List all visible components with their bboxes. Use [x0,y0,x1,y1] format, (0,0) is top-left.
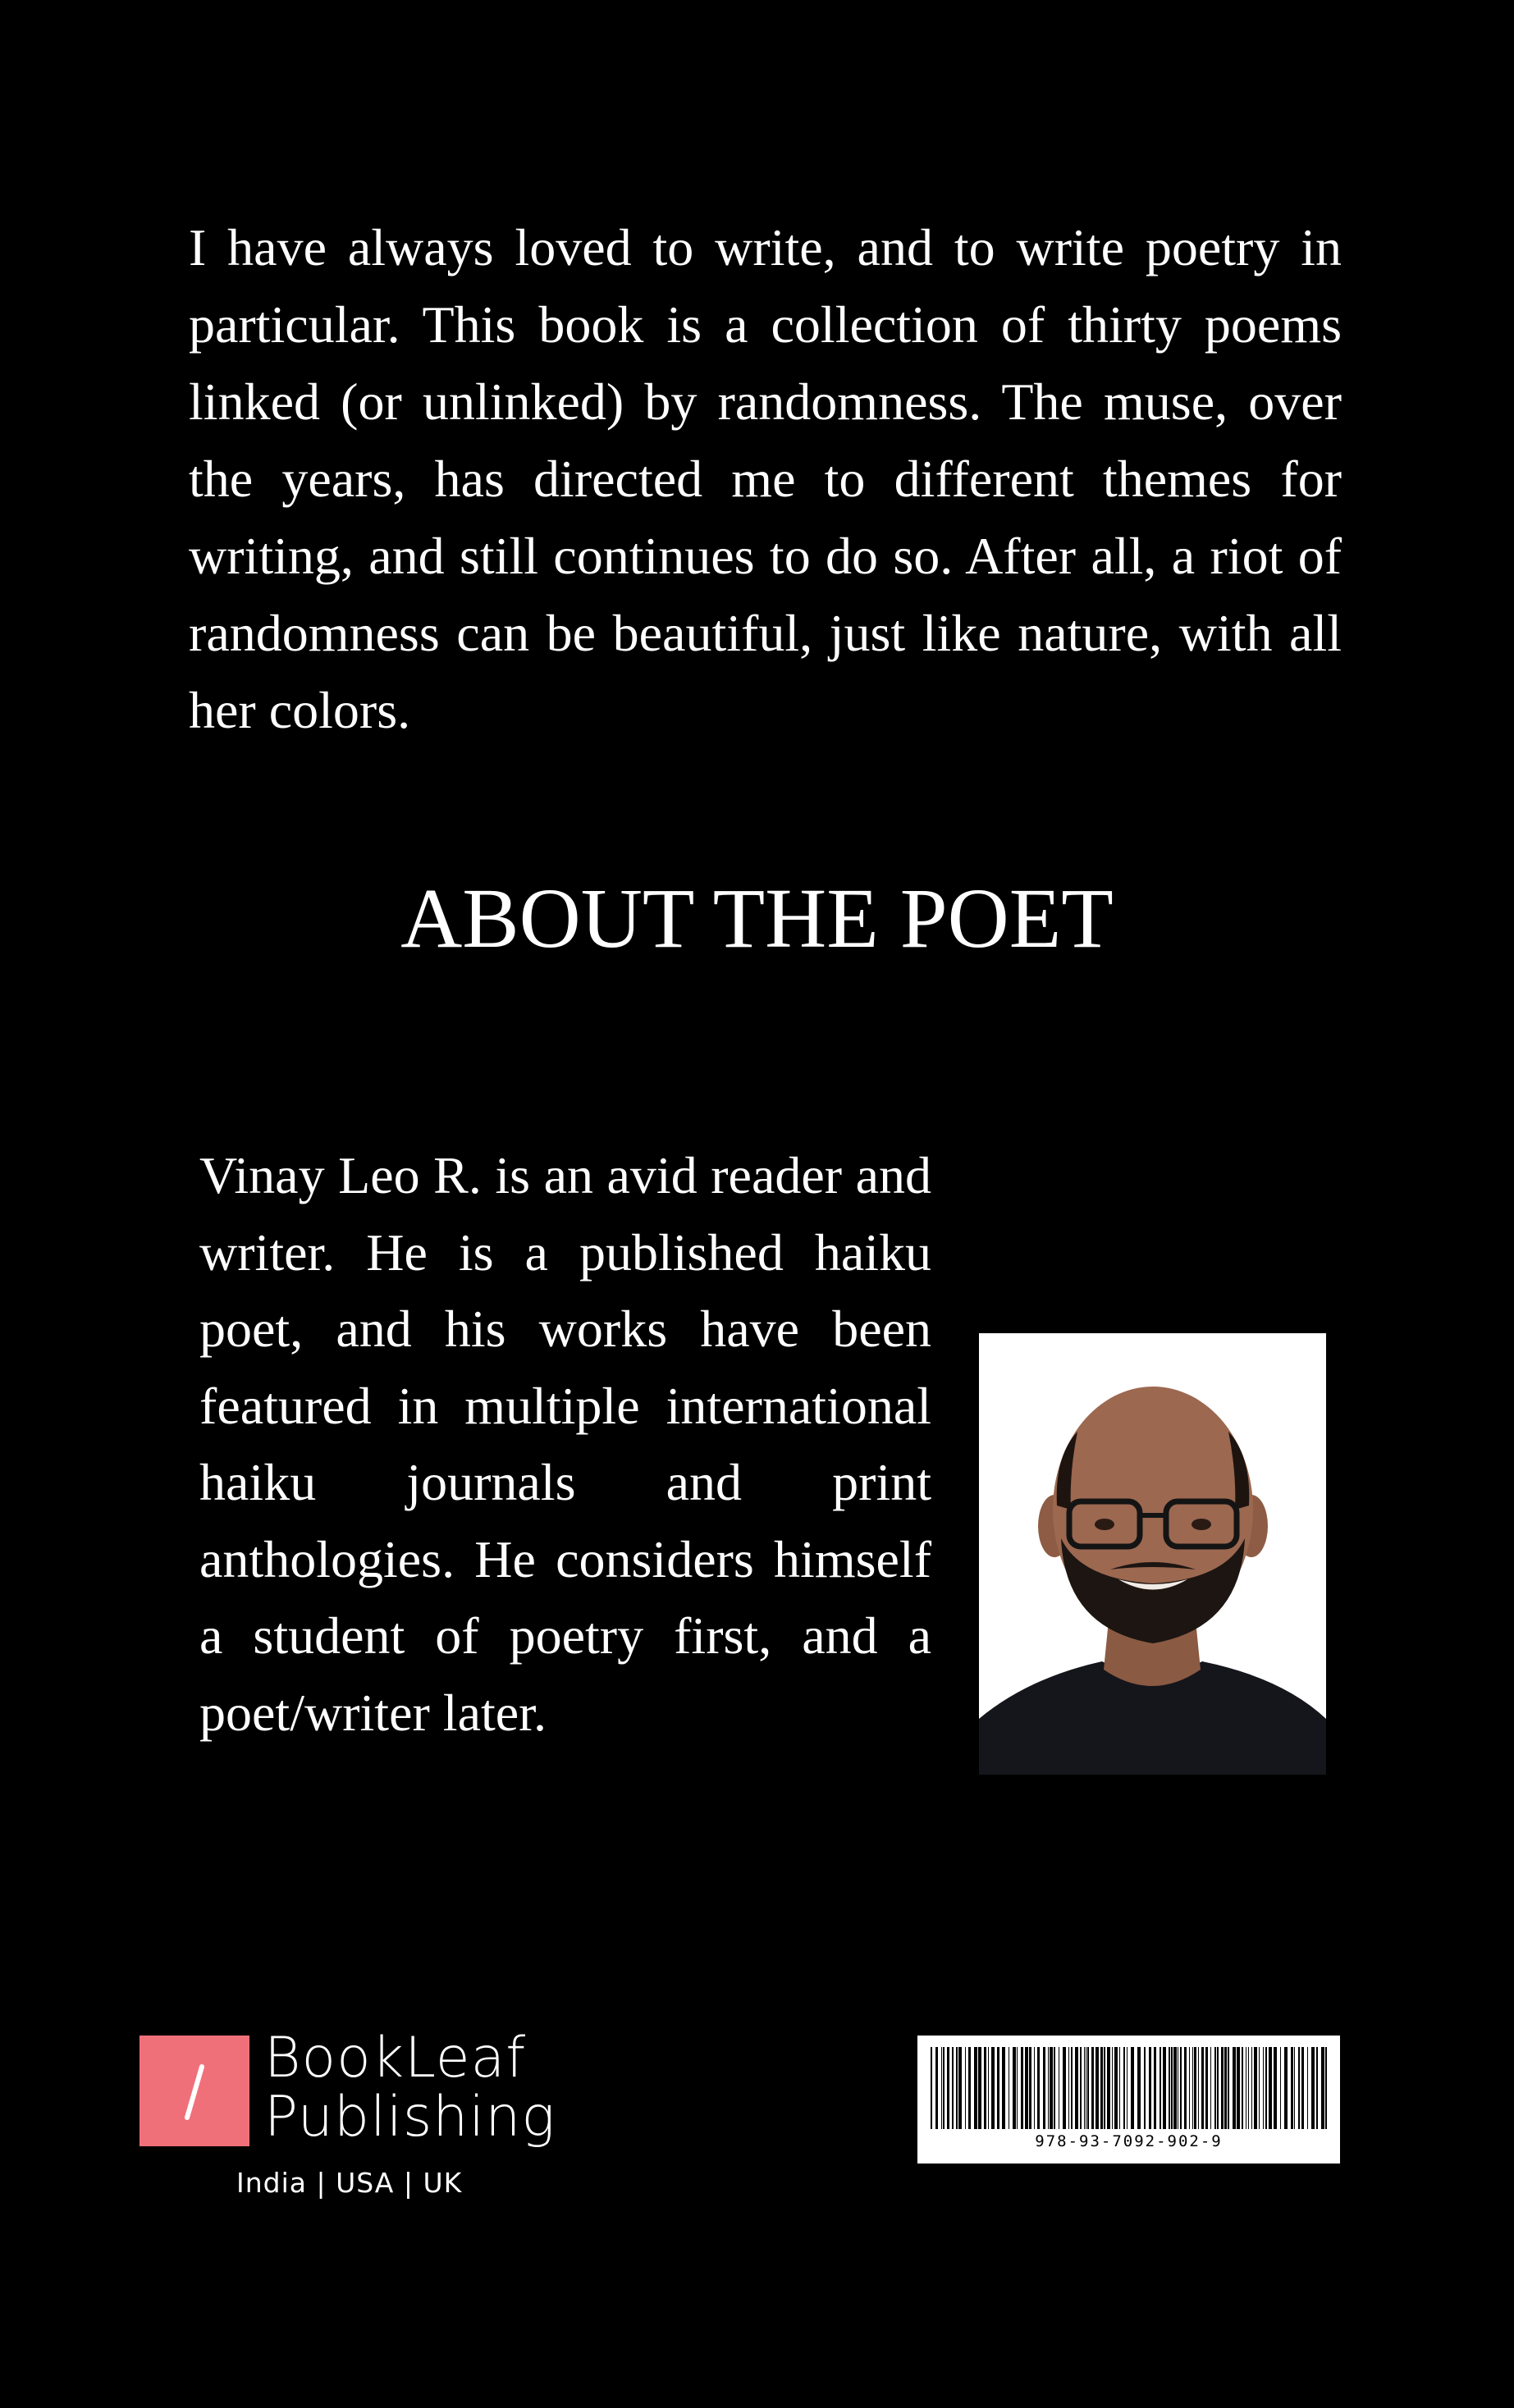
barcode-bar [965,2047,966,2129]
barcode-bar [1316,2047,1318,2129]
barcode-bar [1307,2047,1308,2129]
barcode-bar [943,2047,945,2129]
barcode-bar [1263,2047,1264,2129]
barcode-bar [1013,2047,1016,2129]
barcode-bar [1217,2047,1219,2129]
barcode-bar [1325,2047,1327,2129]
barcode-bar [947,2047,949,2129]
barcode-bar [1131,2047,1134,2129]
barcode-bar [1198,2047,1199,2129]
slash-logo-icon [140,2036,249,2146]
publisher-name-line2: Publishing [264,2085,556,2150]
barcode-bar [968,2047,971,2129]
poet-photo [979,1333,1326,1775]
barcode-bar [974,2047,977,2129]
barcode-bar [988,2047,989,2129]
barcode-bar [1205,2047,1208,2129]
about-the-poet-heading: ABOUT THE POET [400,871,1114,966]
barcode-bar [1274,2047,1277,2129]
barcode-bar [1154,2047,1156,2129]
barcode-bar [1224,2047,1227,2129]
barcode-bar [1149,2047,1151,2129]
barcode-bar [1063,2047,1066,2129]
barcode-bar [931,2047,932,2129]
barcode-bar [1100,2047,1103,2129]
barcode-bar [1298,2047,1300,2129]
barcode-bar [1080,2047,1082,2129]
barcode-bar [1194,2047,1196,2129]
barcode-bar [1214,2047,1216,2129]
publisher-name [264,2026,556,2150]
publisher-logo [140,2026,566,2208]
barcode-bar [1048,2047,1049,2129]
barcode-bar [1123,2047,1125,2129]
barcode-bar [1265,2047,1267,2129]
barcode-bar [1251,2047,1252,2129]
barcode-bar [1091,2047,1094,2129]
barcode-bar [1071,2047,1073,2129]
barcode-bar [1221,2047,1224,2129]
barcode-bar [1280,2047,1281,2129]
barcode-bar [1291,2047,1293,2129]
barcode-bar [1104,2047,1105,2129]
barcode-bar [1144,2047,1146,2129]
barcode-bar [1192,2047,1193,2129]
barcode-bar [1112,2047,1113,2129]
barcode-bar [1119,2047,1120,2129]
barcode-bar [1160,2047,1161,2129]
barcode-bar [1050,2047,1053,2129]
barcode-bar [1017,2047,1018,2129]
barcode-bar [978,2047,981,2129]
barcode-bar [1237,2047,1240,2129]
barcode-bar [1107,2047,1110,2129]
barcode-bar [1242,2047,1243,2129]
barcode-bar [1054,2047,1055,2129]
barcode-bar [952,2047,954,2129]
barcode-bar [1321,2047,1324,2129]
barcode-bar [1301,2047,1304,2129]
barcode-bar [1002,2047,1005,2129]
barcode-bar [1163,2047,1166,2129]
barcode-bar [941,2047,942,2129]
barcode-bar [1095,2047,1099,2129]
barcode-bar [1284,2047,1288,2129]
barcode-bar [1043,2047,1045,2129]
barcode-bar [1184,2047,1187,2129]
barcode-bar [1068,2047,1069,2129]
barcode-bar [1269,2047,1272,2129]
barcode-bar [1034,2047,1035,2129]
barcode-bar [1114,2047,1118,2129]
barcode-bar [1037,2047,1040,2129]
barcode-bar [1228,2047,1229,2129]
isbn-barcode [917,2036,1340,2164]
barcode-bar [1254,2047,1257,2129]
barcode-bar [1201,2047,1204,2129]
barcode-bar [1173,2047,1177,2129]
barcode-bar [991,2047,995,2129]
barcode-bar [1233,2047,1236,2129]
barcode-bar [958,2047,962,2129]
barcode-bar [1171,2047,1173,2129]
back-cover-blurb: I have always loved to write, and to write poetry in particular. This book is a collection of thirty poems linked (or unlinked) by randomness. The muse, over the years, has directed me to different themes for writing, and still continues to do so. After all, a riot of randomness can be beautiful, just like nature, with all her colors. [189,218,1342,739]
barcode-bar [997,2047,999,2129]
barcode-bar [1248,2047,1249,2129]
barcode-bar [1210,2047,1211,2129]
barcode-bar [1087,2047,1089,2129]
publisher-regions: India | USA | UK [236,2167,463,2199]
isbn-number: 978-93-7092-902-9 [1035,2132,1223,2150]
barcode-bar [1029,2047,1031,2129]
barcode-bar [1169,2047,1170,2129]
barcode-bar [1025,2047,1028,2129]
barcode-bar [984,2047,986,2129]
barcode-bar [956,2047,958,2129]
barcode-bar [1311,2047,1315,2129]
barcode-bar [1294,2047,1295,2129]
barcode-bar [1137,2047,1141,2129]
poet-bio: Vinay Leo R. is an avid reader and writer. He is a published haiku poet, and his works have been featured in multiple international haiku journals and print anthologies. He considers himself a student of poetry first, and a poet/writer later. [199,1146,931,1742]
barcode-bar [1021,2047,1023,2129]
barcode-bar [1189,2047,1190,2129]
publisher-name-line1: BookLeaf [264,2026,527,2090]
barcode-bar [935,2047,938,2129]
barcode-bar [1084,2047,1085,2129]
barcode-bar [1075,2047,1078,2129]
barcode-bar [1259,2047,1260,2129]
barcode-bar [1180,2047,1182,2129]
